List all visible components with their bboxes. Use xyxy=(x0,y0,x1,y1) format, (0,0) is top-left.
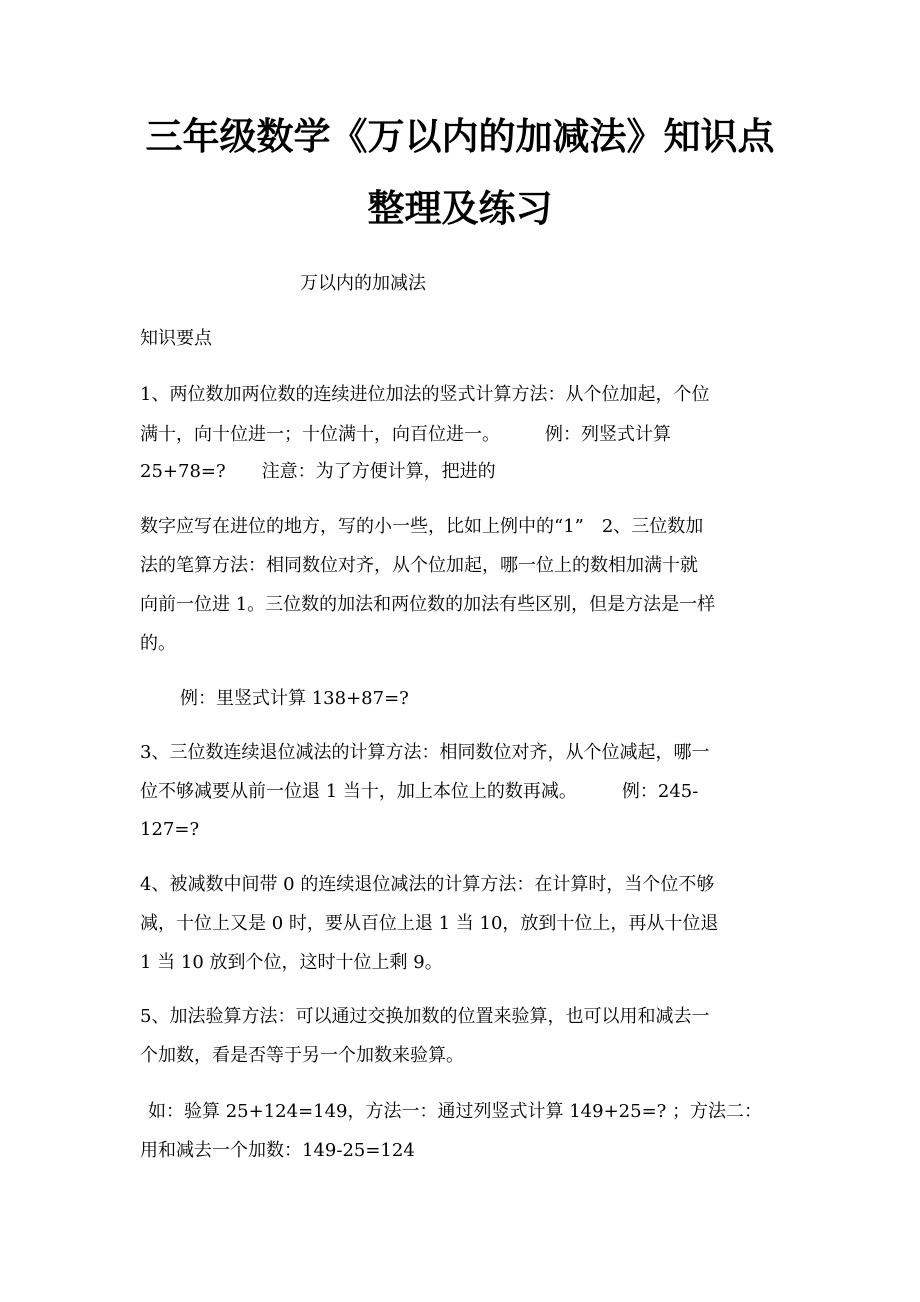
body-line: 的。 xyxy=(140,633,176,654)
document-title-line-2: 整理及练习 xyxy=(367,187,553,230)
body-line: 3、三位数连续退位减法的计算方法：相同数位对齐，从个位减起，哪一 xyxy=(140,742,710,763)
body-line: 位不够减要从前一位退 1 当十，加上本位上的数再减。 例：245- xyxy=(140,781,699,802)
document-title-line-1: 三年级数学《万以内的加减法》知识点 xyxy=(145,115,775,158)
example-line: 如：验算 25+124=149，方法一：通过列竖式计算 149+25=? ；方法二： xyxy=(148,1101,763,1122)
section-heading: 知识要点 xyxy=(140,328,212,349)
body-line: 用和减去一个加数：149-25=124 xyxy=(140,1140,415,1161)
body-line: 满十，向十位进一；十位满十，向百位进一。 例：列竖式计算 xyxy=(140,424,671,445)
body-line: 个加数，看是否等于另一个加数来验算。 xyxy=(140,1045,464,1066)
section-subtitle: 万以内的加减法 xyxy=(300,273,426,294)
example-line: 例：里竖式计算 138+87=? xyxy=(180,688,409,709)
body-line: 5、加法验算方法：可以通过交换加数的位置来验算，也可以用和减去一 xyxy=(140,1006,710,1027)
body-line: 法的笔算方法：相同数位对齐，从个位加起，哪一位上的数相加满十就 xyxy=(140,555,698,576)
body-line: 向前一位进 1。三位数的加法和两位数的加法有些区别，但是方法是一样 xyxy=(140,594,716,615)
body-line: 127=? xyxy=(140,819,200,840)
body-line: 1 当 10 放到个位，这时十位上剩 9。 xyxy=(140,952,443,973)
body-line: 减，十位上又是 0 时，要从百位上退 1 当 10，放到十位上，再从十位退 xyxy=(140,913,719,934)
body-line: 4、被减数中间带 0 的连续退位减法的计算方法：在计算时，当个位不够 xyxy=(140,874,715,895)
body-line: 1、两位数加两位数的连续进位加法的竖式计算方法：从个位加起，个位 xyxy=(140,384,710,405)
body-line: 数字应写在进位的地方，写的小一些，比如上例中的“1” 2、三位数加 xyxy=(140,516,704,537)
body-line: 25+78=? 注意：为了方便计算，把进的 xyxy=(140,461,496,482)
